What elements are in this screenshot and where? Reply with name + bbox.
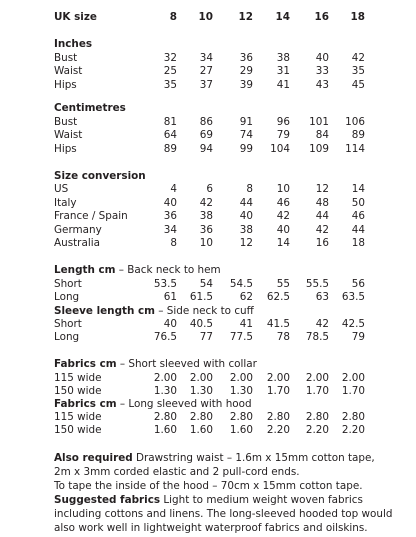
size-value-cell: 2.00 xyxy=(266,372,290,384)
size-value-cell: 10 xyxy=(199,237,213,249)
size-value-cell: 6 xyxy=(206,183,213,195)
size-value-cell: 77 xyxy=(199,331,213,343)
size-value-cell: 8 xyxy=(170,237,177,249)
size-value-cell: 35 xyxy=(163,79,177,91)
size-value-cell: 109 xyxy=(309,143,329,155)
size-value-cell: 54 xyxy=(199,278,213,290)
size-value-cell: 12 xyxy=(238,11,253,23)
size-value-cell: 38 xyxy=(239,224,253,236)
section-heading-fabrics-short xyxy=(0,358,416,371)
size-value-cell: 42 xyxy=(276,210,290,222)
also-required-text: 2m x 3mm corded elastic and 2 pull-cord ends. xyxy=(54,466,300,478)
row-label: Short xyxy=(54,278,82,290)
row-label: Short xyxy=(54,318,82,330)
size-value-cell: 1.30 xyxy=(189,385,213,397)
table-row xyxy=(0,278,416,291)
size-value-cell: 42.5 xyxy=(341,318,365,330)
table-row xyxy=(0,52,416,65)
size-value-cell: 12 xyxy=(315,183,329,195)
size-value-cell: 40 xyxy=(163,318,177,330)
row-label: Bust xyxy=(54,116,78,128)
also-required-label: Also required xyxy=(54,452,133,464)
size-value-cell: 40 xyxy=(315,52,329,64)
size-value-cell: 42 xyxy=(315,224,329,236)
section-heading-text xyxy=(54,358,257,371)
suggested-fabrics-label: Suggested fabrics xyxy=(54,494,161,506)
size-value-cell: 41 xyxy=(276,79,290,91)
size-value-cell: 44 xyxy=(351,224,365,236)
section-title: Inches xyxy=(54,38,93,50)
size-value-cell: 8 xyxy=(246,183,253,195)
table-row xyxy=(0,411,416,424)
size-value-cell: 101 xyxy=(309,116,329,128)
section-subtitle: – Back neck to hem xyxy=(115,264,221,276)
size-value-cell: 2.00 xyxy=(229,372,253,384)
size-value-cell: 114 xyxy=(345,143,365,155)
section-heading-text xyxy=(54,305,254,318)
size-value-cell: 35 xyxy=(351,65,365,77)
size-value-cell: 32 xyxy=(163,52,177,64)
size-value-cell: 89 xyxy=(163,143,177,155)
section-heading-sleeve-length xyxy=(0,305,416,318)
row-label: Waist xyxy=(54,65,83,77)
table-row xyxy=(0,385,416,398)
suggested-fabrics-text: including cottons and linens. The long-sleeved hooded top would xyxy=(54,508,393,520)
size-value-cell: 44 xyxy=(315,210,329,222)
size-value-cell: 8 xyxy=(169,11,177,23)
size-value-cell: 34 xyxy=(163,224,177,236)
size-value-cell: 38 xyxy=(199,210,213,222)
table-row xyxy=(0,331,416,344)
size-value-cell: 2.80 xyxy=(305,411,329,423)
size-value-cell: 99 xyxy=(239,143,253,155)
section-subtitle: – Long sleeved with hood xyxy=(116,398,252,410)
notes-line xyxy=(54,521,416,535)
row-label: Waist xyxy=(54,129,83,141)
size-value-cell: 27 xyxy=(199,65,213,77)
table-row xyxy=(0,197,416,210)
size-value-cell: 106 xyxy=(345,116,365,128)
size-value-cell: 63 xyxy=(315,291,329,303)
size-value-cell: 42 xyxy=(351,52,365,64)
section-title: Centimetres xyxy=(54,102,126,114)
section-heading-size-conversion xyxy=(0,170,416,183)
suggested-fabrics-text: Light to medium weight woven fabrics xyxy=(160,494,363,506)
size-value-cell: 55.5 xyxy=(305,278,329,290)
row-label: US xyxy=(54,183,69,195)
section-heading-text xyxy=(54,264,221,277)
also-required-text: To tape the inside of the hood – 70cm x 15mm cotton tape. xyxy=(54,480,363,492)
size-value-cell: 38 xyxy=(276,52,290,64)
size-value-cell: 94 xyxy=(199,143,213,155)
size-value-cell: 41.5 xyxy=(266,318,290,330)
size-value-cell: 91 xyxy=(239,116,253,128)
size-value-cell: 36 xyxy=(199,224,213,236)
size-value-cell: 2.00 xyxy=(341,372,365,384)
size-value-cell: 54.5 xyxy=(229,278,253,290)
size-value-cell: 1.70 xyxy=(341,385,365,397)
size-value-cell: 2.80 xyxy=(229,411,253,423)
table-row xyxy=(0,183,416,196)
size-value-cell: 40 xyxy=(276,224,290,236)
size-value-cell: 74 xyxy=(239,129,253,141)
size-value-cell: 46 xyxy=(276,197,290,209)
row-label: 150 wide xyxy=(54,424,102,436)
table-row xyxy=(0,372,416,385)
size-value-cell: 10 xyxy=(198,11,213,23)
size-value-cell: 61 xyxy=(163,291,177,303)
row-label: Hips xyxy=(54,79,77,91)
section-title: Fabrics cm xyxy=(54,358,117,370)
size-value-cell: 2.80 xyxy=(153,411,177,423)
section-heading-length xyxy=(0,264,416,277)
size-value-cell: 14 xyxy=(351,183,365,195)
table-row xyxy=(0,210,416,223)
table-row xyxy=(0,129,416,142)
size-value-cell: 42 xyxy=(315,318,329,330)
size-value-cell: 2.00 xyxy=(305,372,329,384)
size-value-cell: 18 xyxy=(351,237,365,249)
size-value-cell: 46 xyxy=(351,210,365,222)
suggested-fabrics-text: also work well in lightweight waterproof fabrics and oilskins. xyxy=(54,522,368,534)
size-value-cell: 79 xyxy=(351,331,365,343)
size-value-cell: 76.5 xyxy=(153,331,177,343)
size-value-cell: 96 xyxy=(276,116,290,128)
size-value-cell: 62 xyxy=(239,291,253,303)
size-value-cell: 78 xyxy=(276,331,290,343)
row-label: 115 wide xyxy=(54,411,102,423)
size-value-cell: 48 xyxy=(315,197,329,209)
size-value-cell: 40 xyxy=(239,210,253,222)
size-value-cell: 81 xyxy=(163,116,177,128)
size-value-cell: 50 xyxy=(351,197,365,209)
section-heading-text xyxy=(54,170,146,183)
notes-line xyxy=(54,493,416,507)
row-label: Long xyxy=(54,331,80,343)
row-label: Germany xyxy=(54,224,102,236)
notes-line xyxy=(54,507,416,521)
size-value-cell: 36 xyxy=(239,52,253,64)
section-subtitle: – Side neck to cuff xyxy=(155,305,254,317)
size-value-cell: 77.5 xyxy=(229,331,253,343)
size-value-cell: 31 xyxy=(276,65,290,77)
size-value-cell: 39 xyxy=(239,79,253,91)
size-value-cell: 2.20 xyxy=(305,424,329,436)
size-value-cell: 16 xyxy=(315,237,329,249)
section-title: Length cm xyxy=(54,264,116,276)
table-row xyxy=(0,143,416,156)
size-value-cell: 29 xyxy=(239,65,253,77)
section-title: Sleeve length cm xyxy=(54,305,155,317)
size-value-cell: 43 xyxy=(315,79,329,91)
size-value-cell: 86 xyxy=(199,116,213,128)
row-label: 115 wide xyxy=(54,372,102,384)
table-row xyxy=(0,224,416,237)
size-value-cell: 55 xyxy=(276,278,290,290)
size-value-cell: 41 xyxy=(239,318,253,330)
size-value-cell: 14 xyxy=(276,237,290,249)
size-value-cell: 4 xyxy=(170,183,177,195)
size-value-cell: 10 xyxy=(276,183,290,195)
size-value-cell: 2.80 xyxy=(189,411,213,423)
size-value-cell: 89 xyxy=(351,129,365,141)
size-value-cell: 63.5 xyxy=(341,291,365,303)
size-value-cell: 1.30 xyxy=(153,385,177,397)
size-value-cell: 34 xyxy=(199,52,213,64)
section-heading-text xyxy=(54,38,92,51)
size-value-cell: 56 xyxy=(351,278,365,290)
table-row xyxy=(0,318,416,331)
row-label: Bust xyxy=(54,52,78,64)
size-value-cell: 61.5 xyxy=(189,291,213,303)
table-row xyxy=(0,79,416,92)
row-label: Long xyxy=(54,291,80,303)
size-value-cell: 44 xyxy=(239,197,253,209)
section-heading-fabrics-long xyxy=(0,398,416,411)
size-value-cell: 33 xyxy=(315,65,329,77)
size-value-cell: 2.80 xyxy=(266,411,290,423)
section-title: Size conversion xyxy=(54,170,146,182)
size-value-cell: 40.5 xyxy=(189,318,213,330)
uk-size-header-row xyxy=(0,11,416,24)
size-value-cell: 42 xyxy=(199,197,213,209)
size-value-cell: 12 xyxy=(239,237,253,249)
table-row xyxy=(0,116,416,129)
table-row xyxy=(0,65,416,78)
size-value-cell: 25 xyxy=(163,65,177,77)
row-label: 150 wide xyxy=(54,385,102,397)
section-heading-inches xyxy=(0,38,416,51)
row-label: Hips xyxy=(54,143,77,155)
size-value-cell: 37 xyxy=(199,79,213,91)
section-heading-text xyxy=(54,398,252,411)
size-value-cell: 1.60 xyxy=(189,424,213,436)
notes-line xyxy=(54,479,416,493)
size-value-cell: 64 xyxy=(163,129,177,141)
size-value-cell: 1.60 xyxy=(229,424,253,436)
size-value-cell: 2.00 xyxy=(189,372,213,384)
size-value-cell: 2.00 xyxy=(153,372,177,384)
size-value-cell: 16 xyxy=(314,11,329,23)
size-value-cell: 18 xyxy=(350,11,365,23)
table-row xyxy=(0,291,416,304)
size-value-cell: 1.70 xyxy=(305,385,329,397)
size-value-cell: 2.20 xyxy=(341,424,365,436)
table-row xyxy=(0,424,416,437)
notes-line xyxy=(54,465,416,479)
row-label: Australia xyxy=(54,237,100,249)
size-value-cell: 78.5 xyxy=(305,331,329,343)
size-value-cell: 79 xyxy=(276,129,290,141)
size-value-cell: 2.80 xyxy=(341,411,365,423)
section-heading-centimetres xyxy=(0,102,416,115)
size-value-cell: 2.20 xyxy=(266,424,290,436)
size-value-cell: 62.5 xyxy=(266,291,290,303)
section-title: Fabrics cm xyxy=(54,398,117,410)
size-value-cell: 1.30 xyxy=(229,385,253,397)
size-value-cell: 40 xyxy=(163,197,177,209)
row-label: France / Spain xyxy=(54,210,128,222)
size-value-cell: 84 xyxy=(315,129,329,141)
uk-size-label: UK size xyxy=(54,11,97,23)
notes-line xyxy=(54,451,416,465)
row-label: Italy xyxy=(54,197,77,209)
section-heading-text xyxy=(54,102,126,115)
size-value-cell: 1.70 xyxy=(266,385,290,397)
size-value-cell: 104 xyxy=(270,143,290,155)
size-value-cell: 45 xyxy=(351,79,365,91)
also-required-text: Drawstring waist – 1.6m x 15mm cotton tape, xyxy=(132,452,375,464)
size-value-cell: 69 xyxy=(199,129,213,141)
size-value-cell: 36 xyxy=(163,210,177,222)
size-value-cell: 1.60 xyxy=(153,424,177,436)
table-row xyxy=(0,237,416,250)
size-value-cell: 14 xyxy=(275,11,290,23)
size-value-cell: 53.5 xyxy=(153,278,177,290)
section-subtitle: – Short sleeved with collar xyxy=(116,358,257,370)
